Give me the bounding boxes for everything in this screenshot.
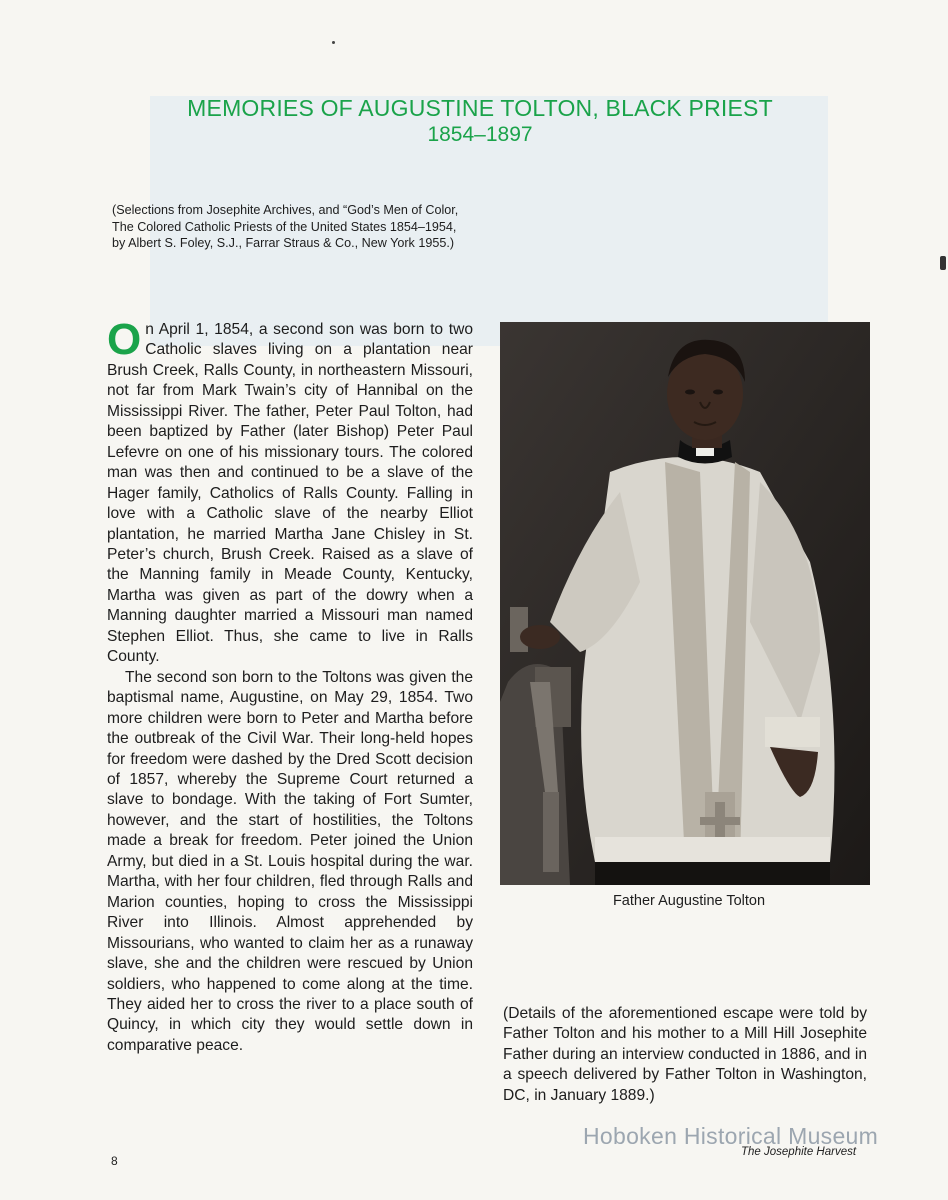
portrait-photo — [500, 322, 870, 885]
paragraph-1-text: n April 1, 1854, a second son was born to two Catholic slaves living on a plantation near Brush Creek, Ralls County, in northeastern Missouri, not far from Mark Twain’s city of Hannibal on the Mississippi River. The father, Peter Paul Tolton, had been baptized by Father (later Bishop) Peter Paul Lefevre on one of his missionary tours. The colored man was then and continued to be a slave of the Hager family, Catholics of Ralls County. Falling in love with a Catholic slave of the nearby Elliot plantation, he married Martha Jane Chisley in St. Peter’s church, Brush Creek. Raised as a slave of the Manning family in Meade County, Kentucky, Martha was given as part of the dowry when a Manning daughter married a Missouri man named Stephen Elliot. Thus, she came to live in Ralls County. — [107, 321, 473, 666]
body-paragraph-2: The second son born to the Toltons was given the baptismal name, Augustine, on May 29, 1854. Two more children were born to Peter and Martha before the outbreak of the Civil War. Their long-held hopes for freedom were dashed by the Dred Scott decision of 1857, whereby the Supreme Court returned a slave to bondage. With the taking of Fort Sumter, however, and the start of hostilities, the Toltons made a break for freedom. Peter joined the Union Army, but died in a St. Louis hospital during the war. Martha, with her four children, fled through Ralls and Marion counties, hoping to cross the Mississippi River into Illinois. Almost apprehended by Missourians, who wanted to claim her as a runaway slave, she and the children were rescued by Union soldiers, who happened to come along at the time. They aided her to cross the river to a place south of Quincy, in which city they would settle down in comparative peace. — [107, 668, 473, 1054]
museum-watermark: Hoboken Historical Museum — [583, 1123, 879, 1149]
page-number: 8 — [111, 1154, 118, 1168]
article-dates: 1854–1897 — [427, 123, 533, 146]
binding-clip — [940, 256, 946, 270]
publication-name: The Josephite Harvest — [741, 1146, 857, 1158]
paper-speck — [332, 41, 335, 44]
escape-details-note: (Details of the aforementioned escape were told by Father Tolton and his mother to a Mill Hill Josephite Father during an interview conducted in 1886, and in a speech delivered by Father Tolton in Washington, DC, in January 1889.) — [503, 1005, 867, 1104]
sources-note: (Selections from Josephite Archives, and “God’s Men of Color, The Colored Catholic Priests of the United States 1854–1954, by Albert S. Foley, S.J., Farrar Straus & Co., New York 1955.) — [112, 203, 459, 250]
photo-caption: Father Augustine Tolton — [612, 893, 766, 909]
body-paragraph-1 — [107, 315, 473, 668]
drop-cap: O — [107, 315, 142, 364]
article-title: MEMORIES OF AUGUSTINE TOLTON, BLACK PRIEST — [187, 95, 773, 121]
article-body — [107, 315, 473, 1056]
article-header — [150, 94, 810, 148]
portrait-illustration — [500, 322, 870, 885]
